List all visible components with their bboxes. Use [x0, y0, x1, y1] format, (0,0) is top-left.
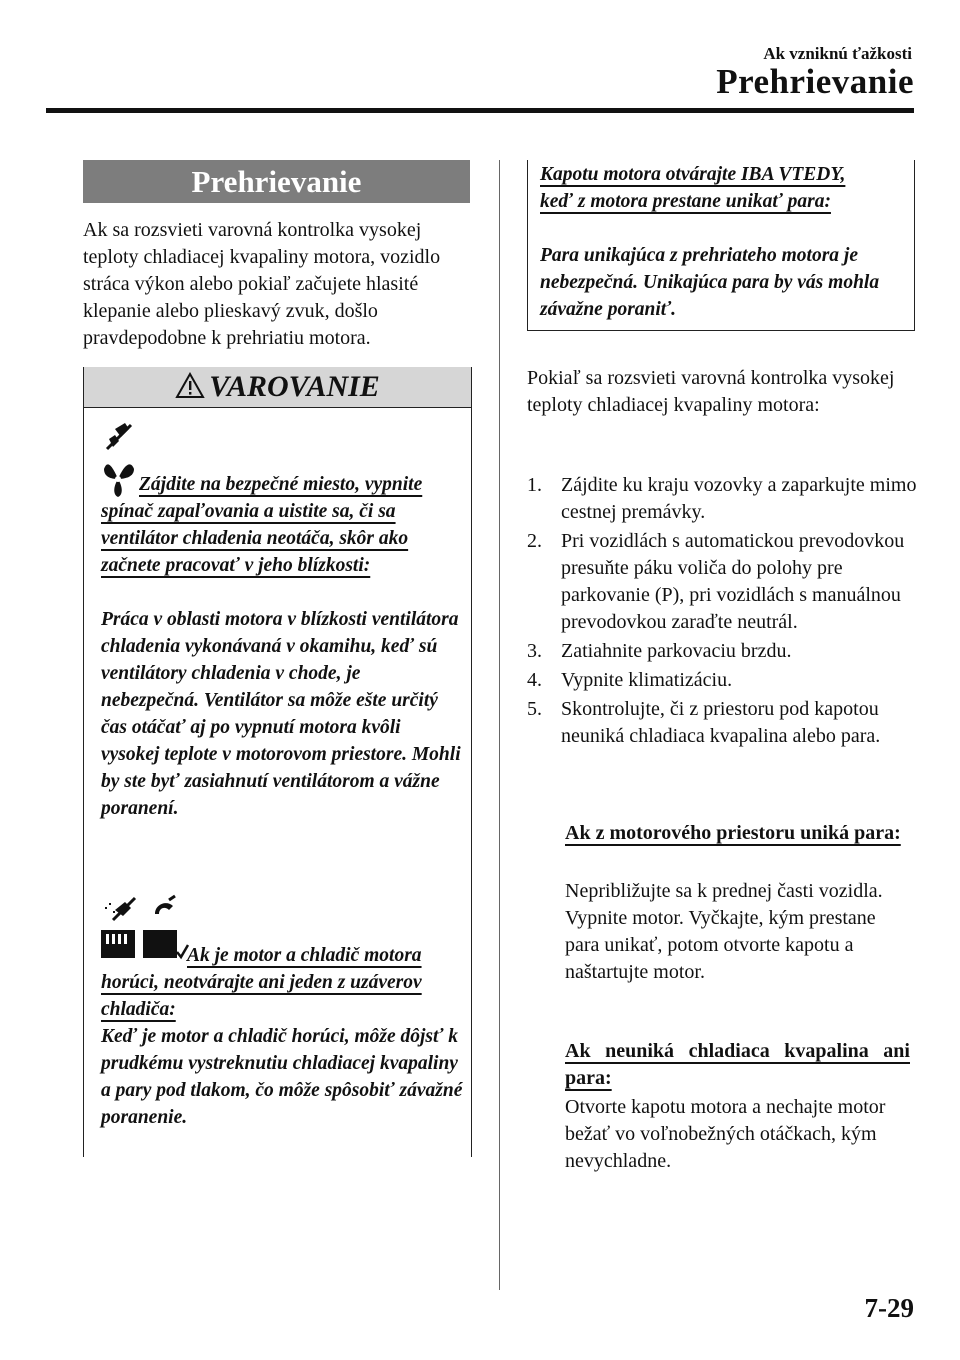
leak-subheading: Ak z motorového priestoru uniká para: — [565, 822, 901, 844]
intro-paragraph: Ak sa rozsvieti varovná kontrolka vysokej teploty chladiacej kvapaliny motora, vozidlo stráca výkon alebo pokiaľ začujete hlasité klepanie alebo plieskavý zvuk, došlo pravdepodobne k prehriatiu motora. — [83, 219, 441, 349]
procedure-steps — [527, 472, 917, 752]
step-text: Zatiahnite parkovaciu brzdu. — [561, 640, 792, 662]
no-leak-body: Otvorte kapotu motora a nechajte motor bežať vo voľnobežných otáčkach, kým nevychladne. — [565, 1096, 886, 1172]
warning-label: VAROVANIE — [209, 370, 380, 403]
warning-2-title: Ak je motor a chladič motora horúci, neotvárajte ani jeden z uzáverov chladiča: — [101, 945, 422, 1020]
procedure-step — [527, 696, 917, 750]
caution-box — [527, 160, 915, 331]
step-text: Pri vozidlách s automatickou prevodovkou presuňte páku voliča do polohy pre parkovanie (P), pri vozidlách s manuálnou prevodovkou zaraďte neutrál. — [561, 530, 905, 633]
procedure-step — [527, 667, 917, 694]
warning-box — [83, 367, 472, 1157]
procedure-step — [527, 472, 917, 526]
caution-title: Kapotu motora otvárajte IBA VTEDY, keď z motora prestane unikať para: — [540, 164, 846, 212]
no-leak-subheading: Ak neuniká chladiaca kvapalina ani para: — [565, 1040, 910, 1089]
warning-triangle-icon — [175, 372, 205, 399]
procedure-step — [527, 638, 917, 665]
chapter-title: Ak vzniknú ťažkosti — [763, 44, 912, 63]
step-number: 4. — [527, 669, 542, 691]
section-banner: Prehrievanie — [83, 160, 470, 203]
procedure-lead: Pokiaľ sa rozsvieti varovná kontrolka vysokej teploty chladiacej kvapaliny motora: — [527, 367, 895, 416]
warning-2-body: Keď je motor a chladič horúci, môže dôjsť k prudkému vystreknutiu chladiacej kvapaliny a pary pod tlakom, čo môže spôsobiť závažné poranenie. — [101, 1026, 463, 1128]
caution-body: Para unikajúca z prehriateho motora je nebezpečná. Unikajúca para by vás mohla závažne poraniť. — [540, 245, 880, 320]
step-text: Zájdite ku kraju vozovky a zaparkujte mimo cestnej premávky. — [561, 474, 917, 523]
procedure-step — [527, 528, 917, 636]
step-number: 2. — [527, 530, 542, 552]
page-number: 7-29 — [864, 1293, 914, 1323]
step-text: Vypnite klimatizáciu. — [561, 669, 733, 691]
leak-body: Nepribližujte sa k prednej časti vozidla. Vypnite motor. Vyčkajte, kým prestane para unikať, potom otvorte kapotu a naštartujte motor. — [565, 880, 883, 983]
step-number: 3. — [527, 640, 542, 662]
step-text: Skontrolujte, či z priestoru pod kapotou neuniká chladiaca kvapalina alebo para. — [561, 698, 881, 747]
warning-1-body: Práca v oblasti motora v blízkosti ventilátora chladenia vykonávaná v okamihu, keď sú ventilátory chladenia v chode, je nebezpečná. Ventilátor sa môže ešte určitý čas otáčať aj po vypnutí motora kvôli vysokej teplote v motorovom priestore. Mohli by ste byť zasiahnutí ventilátorom a vážne poranení. — [101, 609, 461, 819]
warning-1-title: Zájdite na bezpečné miesto, vypnite spínač zapaľovania a uistite sa, či sa ventilátor chladenia neotáča, skôr ako začnete pracovať v jeho blízkosti: — [101, 474, 423, 576]
step-number: 5. — [527, 698, 542, 720]
page-title: Prehrievanie — [716, 62, 914, 101]
header-rule — [46, 108, 914, 113]
warning-header — [84, 367, 471, 408]
step-number: 1. — [527, 474, 542, 496]
column-divider — [499, 160, 500, 1290]
